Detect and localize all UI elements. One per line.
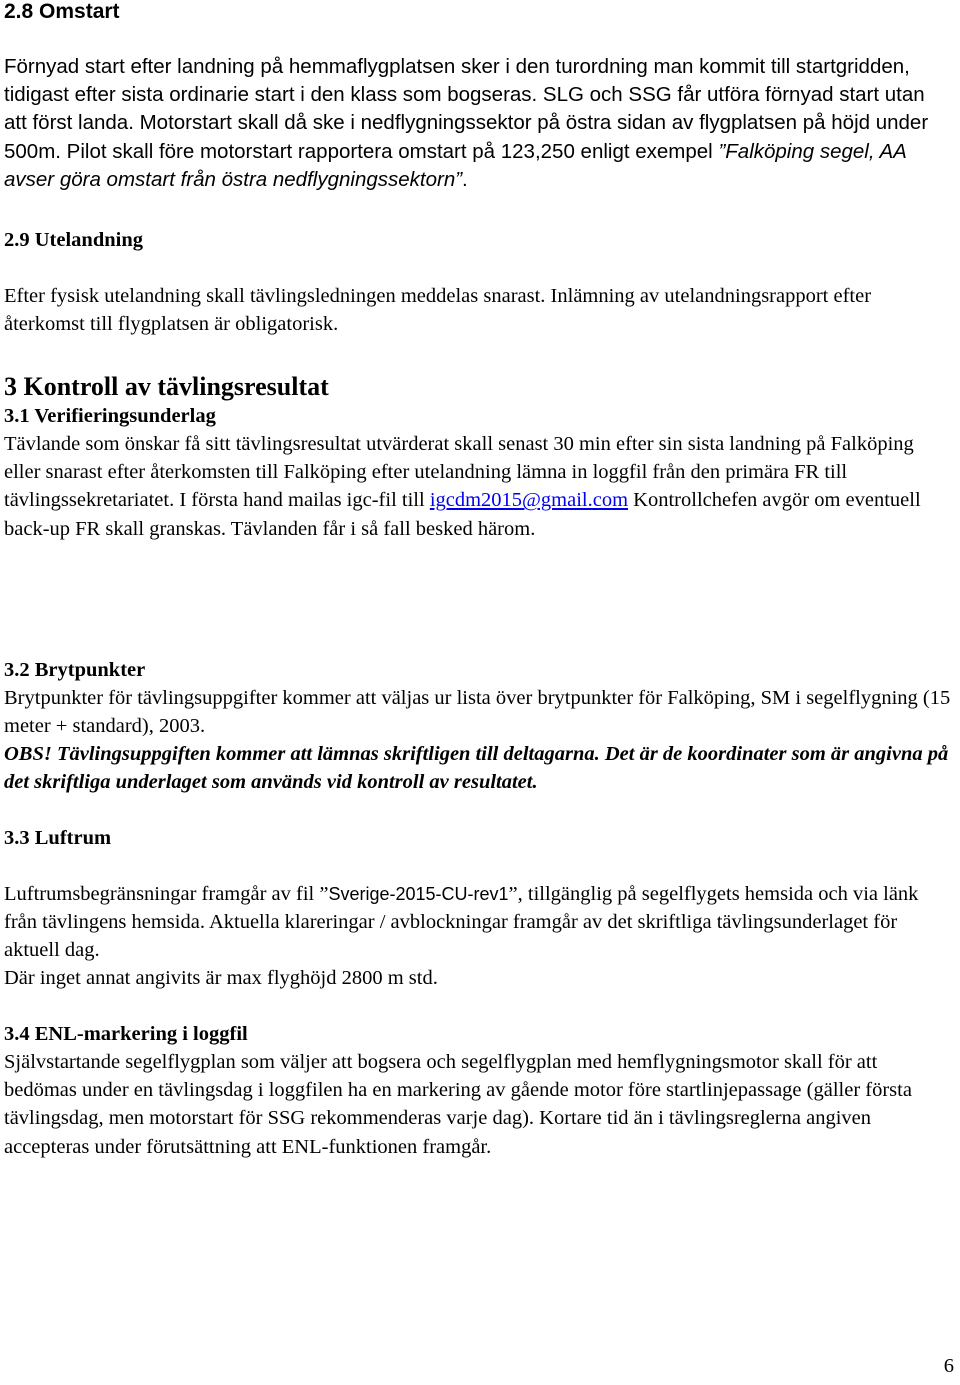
section-3-4-heading: 3.4 ENL-markering i loggfil	[4, 1023, 248, 1045]
section-3-heading: 3 Kontroll av tävlingsresultat	[4, 372, 329, 401]
section-3-1-heading: 3.1 Verifieringsunderlag	[4, 405, 216, 427]
section-3-3-max-altitude: Där inget annat angivits är max flyghöjd 2800 m std.	[4, 967, 438, 989]
section-3-3-text-end: ”, tillgänglig på segelflygets hemsida och via länk från tävlingens hemsida. Aktuella klareringar / avblockningar framgår av det skriftliga tävlingsunderlaget för aktuell dag.	[4, 883, 919, 962]
section-3-3-heading: 3.3 Luftrum	[4, 827, 112, 849]
section-3-2-paragraph: Brytpunkter för tävlingsuppgifter kommer att väljas ur lista över brytpunkter för Falköping, SM i segelflygning (15 meter + standard), 2003.	[4, 687, 951, 738]
section-2-9-paragraph: Efter fysisk utelandning skall tävlingsledningen meddelas snarast. Inlämning av utelandningsrapport efter återkomst till flygplatsen är obligatorisk.	[4, 285, 872, 336]
section-2-9-heading: 2.9 Utelandning	[4, 229, 143, 251]
section-3-3-paragraph	[4, 880, 952, 965]
section-3-1-paragraph	[4, 430, 952, 543]
airspace-file-name: Sverige-2015-CU-rev1	[328, 884, 509, 904]
section-2-8-heading: 2.8 Omstart	[4, 0, 120, 23]
section-3-3-text: Luftrumsbegränsningar framgår av fil ”	[4, 883, 329, 905]
section-3-1-text: Tävlande som önskar få sitt tävlingsresultat utvärderat skall senast 30 min efter sin sista landning på Falköping eller snarast efter återkomsten till Falköping efter utelandning lämna in loggfil från den primära FR till tävlingssekretariatet. I första hand mailas igc-fil till	[4, 433, 914, 512]
section-3-2-obs-paragraph	[4, 740, 952, 796]
email-link[interactable]: igcdm2015@gmail.com	[429, 489, 629, 512]
section-3-1-text-end: Kontrollchefen avgör om eventuell back-up FR skall granskas. Tävlanden får i så fall besked härom.	[4, 489, 921, 540]
page-number: 6	[943, 1355, 954, 1377]
section-3-4-paragraph: Självstartande segelflygplan som väljer att bogsera och segelflygplan med hemflygningsmotor skall för att bedömas under en tävlingsdag i loggfilen ha en markering av gående motor före startlinjepassage (gäller första tävlingsdag, men motorstart för SSG rekommenderas varje dag). Kortare tid än i tävlingsreglerna angiven accepteras under förutsättning att ENL-funktionen framgår.	[4, 1051, 912, 1158]
section-2-8-text: Förnyad start efter landning på hemmaflygplatsen sker i den turordning man kommit till startgridden, tidigast efter sista ordinarie start i den klass som bogseras. SLG och SSG får utföra förnyad start utan att först landa. Motorstart skall då ske i nedflygningssektor på östra sidan av flygplatsen på höjd under 500m. Pilot skall före motorstart rapportera omstart på 123,250 enligt exempel	[4, 55, 929, 163]
obs-label: OBS!	[4, 743, 52, 765]
section-2-8-paragraph	[4, 53, 952, 194]
obs-text: Tävlingsuppgiften kommer att lämnas skriftligen till deltagarna. Det är de koordinater som är angivna på det skriftliga underlaget som används vid kontroll av resultatet.	[4, 743, 949, 794]
section-2-8-text-end: .	[462, 167, 468, 191]
section-3-2-heading: 3.2 Brytpunkter	[4, 659, 146, 681]
section-2-8-example-quote: ”Falköping segel, AA avser göra omstart från östra nedflygningssektorn”	[4, 139, 907, 191]
